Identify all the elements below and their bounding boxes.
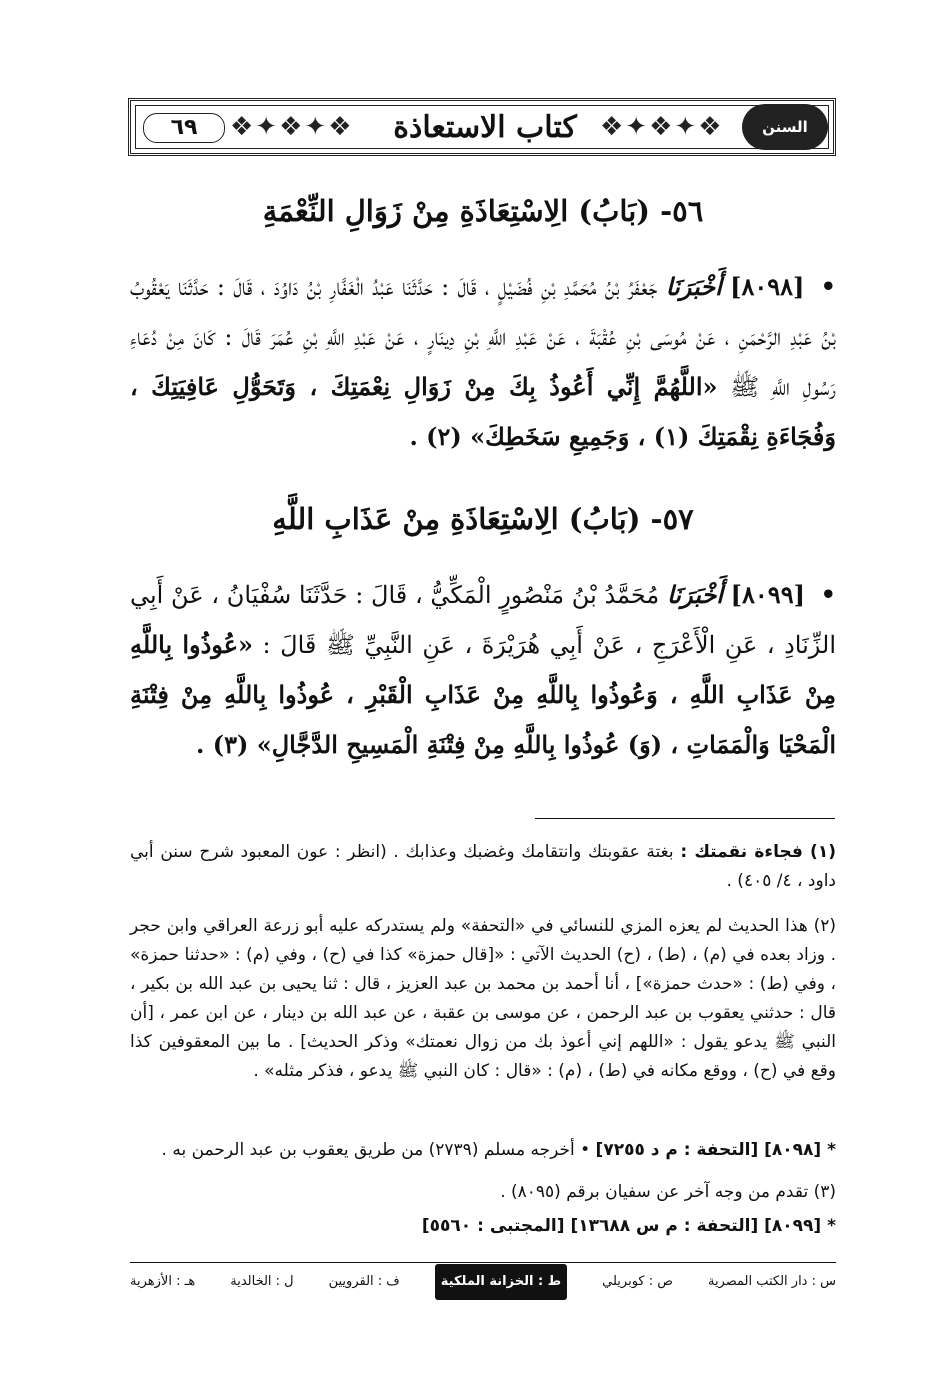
hadith-chain: مُحَمَّدُ بْنُ مَنْصُورٍ الْمَكِّيُّ ، قَالَ : حَدَّثَنَا سُفْيَانُ ، عَنْ أَبِي الزِّنَادِ ، عَنِ الْأَعْرَجِ ، عَنْ أَبِي هُرَيْرَةَ ، عَنِ النَّبِيِّ ﷺ قَالَ :	[130, 581, 837, 659]
ornament-icon: ❖✦❖✦❖	[600, 112, 724, 142]
legend-item-highlight: ط : الخزانة الملكية	[435, 1264, 567, 1300]
footnote-text: (٣) تقدم من وجه آخر عن سفيان برقم (٨٠٩٥) .	[500, 1182, 836, 1202]
hadith-lead: أَخْبَرَنَا	[666, 580, 723, 609]
manuscript-legend	[130, 1266, 836, 1298]
hadith-text: «عُوذُوا بِاللَّهِ مِنْ عَذَابِ اللَّهِ ، وَعُوذُوا بِاللَّهِ مِنْ عَذَابِ الْقَبْرِ ، عُوذُوا بِاللَّهِ مِنْ فِتْنَةِ الْمَحْيَا وَالْمَمَاتِ ، (وَ) عُوذُوا بِاللَّهِ مِنْ فِتْنَةِ الْمَسِيحِ الدَّجَّالِ» (٣) .	[130, 630, 836, 759]
hadith-number: [٨٠٩٩]	[730, 580, 805, 609]
hadith-number: [٨٠٩٨]	[730, 272, 805, 301]
legend-item: هـ : الأزهرية	[130, 1274, 196, 1289]
footnote	[130, 838, 836, 896]
bullet: •	[820, 272, 836, 301]
hadith-text: «اللَّهُمَّ إِنِّي أَعُوذُ بِكَ مِنْ زَوَالِ نِعْمَتِكَ ، وَتَحَوُّلِ عَافِيَتِكَ ، وَفُجَاءَةِ نِقْمَتِكَ (١) ، وَجَمِيعِ سَخَطِكَ» (٢) .	[130, 372, 836, 451]
book-logo: السنن الكبرى	[742, 104, 828, 150]
footnote-label: (١) فجاءة نقمتك :	[680, 842, 837, 862]
footnote-text: (٢) هذا الحديث لم يعزه المزي للنسائي في «التحفة» ولم يستدركه عليه أبو زرعة العراقي وابن حجر . وزاد بعده في (م) ، (ط) ، (ح) الحديث الآتي : «[قال حمزة» كذا في (ح) ، وفي (م) : «حدثنا حمزة» ، وفي (ط) : «حدث حمزة»] ، أنا أحمد بن محمد بن عبد العزيز ، قال : ثنا يحيى بن عبد الله بن بكير ، قال : حدثني يعقوب بن عبد الرحمن ، عن موسى بن عقبة ، عن عبد الله بن دينار ، عن ابن عمر ، [أن النبي ﷺ يدعو يقول : «اللهم إني أعوذ بك من زوال نعمتك» وذكر الحديث] . ما بين المعقوفين كذا وقع في (ح) ، ووقع مكانه في (ط) ، (م) : «قال : كان النبي ﷺ يدعو ، فذكر مثله» .	[130, 916, 836, 1081]
footer-separator	[130, 1262, 836, 1263]
legend-item: ص : كوبريلي	[602, 1274, 673, 1289]
page-number: ٦٩	[143, 113, 225, 143]
footnote	[130, 1178, 836, 1207]
legend-item: س : دار الكتب المصرية	[707, 1274, 836, 1289]
bullet: •	[820, 580, 836, 609]
footnote-label: * [٨٠٩٩] [التحفة : م س ١٣٦٨٨] [المجتبى : ٥٥٦٠]	[421, 1216, 836, 1236]
hadith-paragraph	[130, 262, 836, 462]
footnote	[130, 912, 836, 1086]
hadith-paragraph	[130, 570, 836, 770]
hadith-chain: جَعْفَرُ بْنُ مُحَمَّدِ بْنِ فُضَيْلٍ ، قَالَ : حَدَّثَنَا عَبْدُ الْغَفَّارِ بْنُ دَاوُدَ ، قَالَ : حَدَّثَنَا يَعْقُوبُ بْنُ عَبْدِ الرَّحْمَنِ ، عَنْ مُوسَى بْنِ عُقْبَةَ ، عَنْ عَبْدِ اللَّهِ بْنِ دِينَارٍ ، عَنْ عَبْدِ اللَّهِ بْنِ عُمَرَ قَالَ : كَانَ مِنْ دُعَاءِ رَسُولِ اللَّهِ ﷺ	[130, 273, 837, 401]
legend-item: ف : القرويين	[328, 1274, 400, 1289]
footnote-label: * [٨٠٩٨] [التحفة : م د ٧٢٥٥]	[595, 1140, 836, 1160]
running-title: كتاب الاستعاذة	[390, 108, 580, 148]
chapter-title: ٥٧- (بَابُ) الِاسْتِعَاذَةِ مِنْ عَذَابِ اللَّهِ	[272, 502, 694, 536]
footnote	[130, 1212, 836, 1241]
legend-item: ل : الخالدية	[230, 1274, 294, 1289]
footnote	[130, 1136, 836, 1165]
hadith-lead: أَخْبَرَنَا	[665, 272, 722, 301]
chapter-title: ٥٦- (بَابُ) الِاسْتِعَاذَةِ مِنْ زَوَالِ النِّعْمَةِ	[262, 194, 704, 228]
footnote-separator	[535, 818, 835, 819]
footnote-text: بغتة عقوبتك وانتقامك وغضبك وعذابك . (انظر : عون المعبود شرح سنن أبي داود ، ٤/ ٤٠٥) .	[130, 842, 836, 891]
footnote-text: • أخرجه مسلم (٢٧٣٩) من طريق يعقوب بن عبد الرحمن به .	[161, 1140, 591, 1160]
ornament-icon: ❖✦❖✦❖	[230, 112, 354, 142]
